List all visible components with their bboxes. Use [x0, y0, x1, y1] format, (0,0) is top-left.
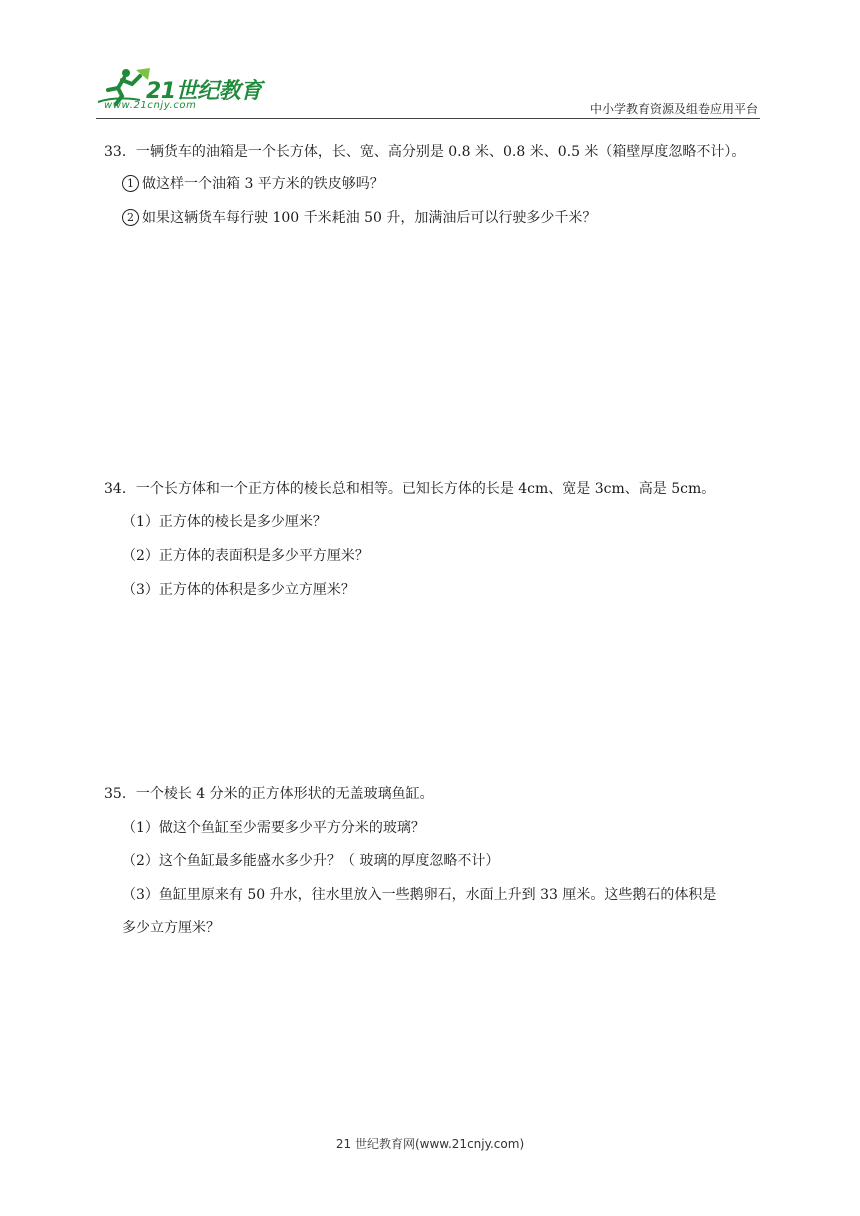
page-footer: 21 世纪教育网(www.21cnjy.com) — [335, 1137, 525, 1151]
question-35-part-2: （2）这个鱼缸最多能盛水多少升？（ 玻璃的厚度忽略不计） — [122, 853, 500, 869]
question-text: 一个棱长 4 分米的正方体形状的无盖玻璃鱼缸。 — [135, 786, 434, 802]
site-logo — [96, 66, 266, 118]
circled-marker: 2 — [122, 209, 139, 226]
question-33-part-2 — [122, 208, 596, 228]
question-34-part-3: （3）正方体的体积是多少立方厘米？ — [122, 582, 355, 598]
part-text: 做这样一个油箱 3 平方米的铁皮够吗？ — [142, 176, 384, 192]
logo-url: www.21cnjy.com — [104, 100, 197, 111]
logo-text: 21世纪教育 — [146, 79, 262, 104]
header-tagline: 中小学教育资源及组卷应用平台 — [589, 102, 758, 116]
question-34-part-1: （1）正方体的棱长是多少厘米？ — [122, 514, 327, 530]
question-number: 34． — [104, 481, 136, 497]
question-text: 一辆货车的油箱是一个长方体，长、宽、高分别是 0.8 米、0.8 米、0.5 米（箱壁厚度忽略不计）。 — [135, 144, 746, 160]
page-header — [0, 0, 860, 120]
question-33-stem — [104, 142, 745, 162]
circled-marker: 1 — [122, 175, 139, 192]
header-divider — [96, 118, 760, 119]
part-text: 如果这辆货车每行驶 100 千米耗油 50 升，加满油后可以行驶多少千米？ — [142, 210, 597, 226]
question-35-part-3-continued: 多少立方厘米？ — [122, 920, 220, 936]
question-number: 35． — [104, 786, 136, 802]
question-33-part-1 — [122, 174, 384, 194]
question-35-part-1: （1）做这个鱼缸至少需要多少平方分米的玻璃？ — [122, 820, 425, 836]
question-35-part-3: （3）鱼缸里原来有 50 升水，往水里放入一些鹅卵石，水面上升到 33 厘米。这些鹅石的体积是 — [122, 887, 717, 903]
question-35-stem — [104, 784, 434, 804]
question-34-part-2: （2）正方体的表面积是多少平方厘米？ — [122, 548, 369, 564]
question-number: 33． — [104, 144, 136, 160]
question-text: 一个长方体和一个正方体的棱长总和相等。已知长方体的长是 4cm、宽是 3cm、高是 5cm。 — [135, 481, 716, 497]
question-34-stem — [104, 479, 715, 499]
